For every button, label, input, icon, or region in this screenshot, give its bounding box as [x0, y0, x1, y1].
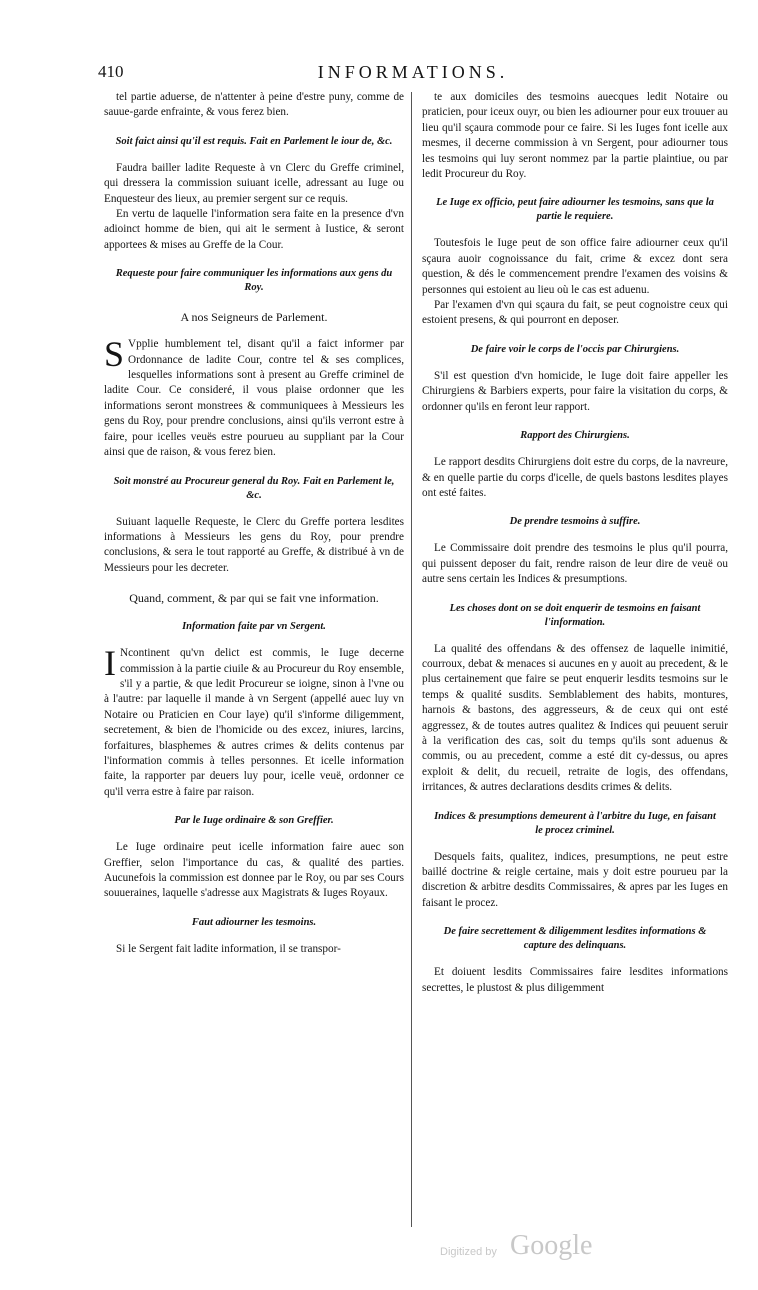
section-heading: Les choses dont on se doit enquerir de tesmoins en faisant l'information.: [449, 602, 701, 628]
section-heading: De faire secrettement & diligemment lesdites informations & capture des delinquans.: [443, 926, 707, 952]
left-column: [104, 90, 404, 1240]
paragraph-with-initial: [104, 334, 404, 460]
paragraph-text: Vpplie humblement tel, disant qu'il a faict informer par Ordonnance de ladite Cour, contre tel & ses complices, lesquelles informations sont à present au Greffe criminel de ladite Cour. Ce consideré, il vous plaise ordonner que les informations seront monstrees & communiquees à Messieurs les gens du Roy, pour prendre conclusions, ainsi qu'ils verront estre à faire, pour icelles veuës estre pourueu au suppliant par la Cour ainsi que de raison, & vous ferez bien.: [104, 338, 404, 459]
section-heading: Soit monstré au Procureur general du Roy. Fait en Parlement le, &c.: [113, 475, 395, 501]
watermark-brand: Google: [510, 1230, 593, 1261]
paragraph: Toutesfois le Iuge peut de son office faire adiourner ceux qu'il sçaura auoir cognoissance du fait, crime & excez dont sera question, & dés le commencement prendre l'examen des voisins & personnes qui estoient au lieu où le cas est aduenu.: [422, 237, 728, 296]
watermark-small: Digitized by: [440, 1246, 497, 1258]
paragraph: Suiuant laquelle Requeste, le Clerc du Greffe portera lesdites informations à Messieurs les gens du Roy, pour prendre conclusions, & sera le tout rapporté au Greffe, & distribué à vn de Messieurs pour les decreter.: [104, 515, 404, 574]
paragraph: Le Iuge ordinaire peut icelle information faire auec son Greffier, selon l'importance du cas, & qualité des parties. Aucunefois la commission est donnee par le Roy, ou par ses Cours souueraines, laquelle s'adresse aux Magistrats & Iuges Royaux.: [104, 841, 404, 900]
paragraph: te aux domiciles des tesmoins auecques ledit Notaire ou praticien, pour iceux ouyr, ou bien les adiourner pour eux trouuer au lieu qu'il sçaura commode pour ce faire. Si les Iuges font icelle aux mesmes, il decerne commission à vn Sergent, pour adiourner tous les tesmoins qui luy seront nommez par la partie plaintiue, ou par ledit Procureur du Roy.: [422, 91, 728, 181]
section-heading: Information faite par vn Sergent.: [182, 621, 326, 633]
drop-cap-initial: S: [104, 334, 125, 375]
right-column: [422, 90, 728, 1240]
paragraph: Et doiuent lesdits Commissaires faire lesdites informations secrettes, le plustost & plus diligemment: [422, 966, 728, 994]
section-heading: Soit faict ainsi qu'il est requis. Fait en Parlement le iour de, &c.: [115, 135, 393, 147]
paragraph: Desquels faits, qualitez, indices, presumptions, ne peut estre baillé doctrine & reigle certaine, mais y doit estre pourueu par la discretion & arbitre desdits Commissaires, & apres par les Iuges en faisant le procez.: [422, 850, 728, 909]
section-heading: Par le Iuge ordinaire & son Greffier.: [174, 815, 334, 827]
section-heading: Indices & presumptions demeurent à l'arbitre du Iuge, en faisant le procez criminel.: [434, 810, 716, 836]
paragraph: La qualité des offendans & des offensez de laquelle inimitié, courroux, debat & menaces si aucunes en y auoit au precedent, & le plus certainement que faire se peut enquerir lesdits tesmoins sur le temps & qualité susdits. Semblablement des habits, montures, harnois & bastons, des aggresseurs, & de ceux qui ont esté aggressez, & de toutes autres qualitez & Indices qui peuuent seruir à la verification des cas, soit du temps qu'ils sont aduenus & commis, ou au precedent, comme a esté dit cy-dessus, ou apres exploit & delit, du recueil, retraite de logis, des offendans, irritances, & autres declarations desdits crimes & delits.: [422, 642, 728, 794]
paragraph: Le Commissaire doit prendre des tesmoins le plus qu'il pourra, qui puissent deposer du fait, rendre raison de leur dire de veuë ou autre sens certain les Indices & presumptions.: [422, 542, 728, 586]
paragraph: tel partie aduerse, de n'attenter à peine d'estre puny, comme de sauue-garde enfrainte, & vous ferez bien.: [104, 91, 404, 119]
google-watermark: [440, 1230, 640, 1270]
paragraph-text: Ncontinent qu'vn delict est commis, le Iuge decerne commission à la partie ciuile & au Procureur du Roy ensemble, s'il y a partie, & que ledit Procureur se ioigne, sinon à l'vne ou à l'autre: par laquelle il mande à vn Sergent (appellé auec luy vn Notaire ou Praticien en Cour laye) qu'il s'informe diligemment, secretement, & bien de l'homicide ou des excez, iniures, larcins, forfaitures, blasphemes & autres crimes & delits contenus par l'information commis à telles personnes. Et icelle information faite, la rapporter par deuers luy pour, icelle veuë, ordonner ce qu'il verra estre à faire par raison.: [104, 647, 404, 798]
page-number: 410: [98, 62, 124, 81]
paragraph: Si le Sergent fait ladite information, il se transpor-: [116, 942, 341, 955]
column-divider: [411, 92, 412, 1227]
section-heading: Faut adiourner les tesmoins.: [191, 916, 317, 928]
section-heading: Requeste pour faire communiquer les informations aux gens du Roy.: [115, 268, 393, 294]
section-heading: De faire voir le corps de l'occis par Chirurgiens.: [470, 343, 680, 355]
centered-title: Quand, comment, & par qui se fait vne information.: [129, 591, 379, 606]
running-title: INFORMATIONS.: [317, 62, 509, 82]
paragraph: Faudra bailler ladite Requeste à vn Clerc du Greffe criminel, qui dressera la commission suiuant icelle, adressant au Iuge ou Enquesteur des lieux, au premier sergent sur ce requis.: [104, 161, 404, 205]
paragraph: Par l'examen d'vn qui sçaura du fait, se peut cognoistre ceux qui estoient presens, & qui pourront en deposer.: [422, 299, 728, 327]
paragraph-with-initial: [104, 643, 404, 800]
paragraph: Le rapport desdits Chirurgiens doit estre du corps, de la navreure, & en quelle partie du corps d'icelle, de quels bastons lesdites playes ont esté faites.: [422, 456, 728, 499]
paragraph: S'il est question d'vn homicide, le Iuge doit faire appeller les Chirurgiens & Barbiers experts, pour faire la visitation du corps, & ordonner qu'ils en feront leur rapport.: [422, 369, 728, 413]
section-heading: Rapport des Chirurgiens.: [520, 430, 630, 442]
drop-cap-initial: I: [104, 643, 116, 684]
paragraph: En vertu de laquelle l'information sera faite en la presence d'vn adioinct homme de bien, qui ait le serment à Iustice, & seront apportees & mises au Greffe de la Cour.: [104, 208, 404, 251]
section-heading: De prendre tesmoins à suffire.: [509, 516, 641, 528]
centered-title: A nos Seigneurs de Parlement.: [180, 310, 328, 325]
page-header: [98, 62, 728, 92]
section-heading: Le Iuge ex officio, peut faire adiourner les tesmoins, sans que la partie le requiere.: [436, 197, 714, 223]
